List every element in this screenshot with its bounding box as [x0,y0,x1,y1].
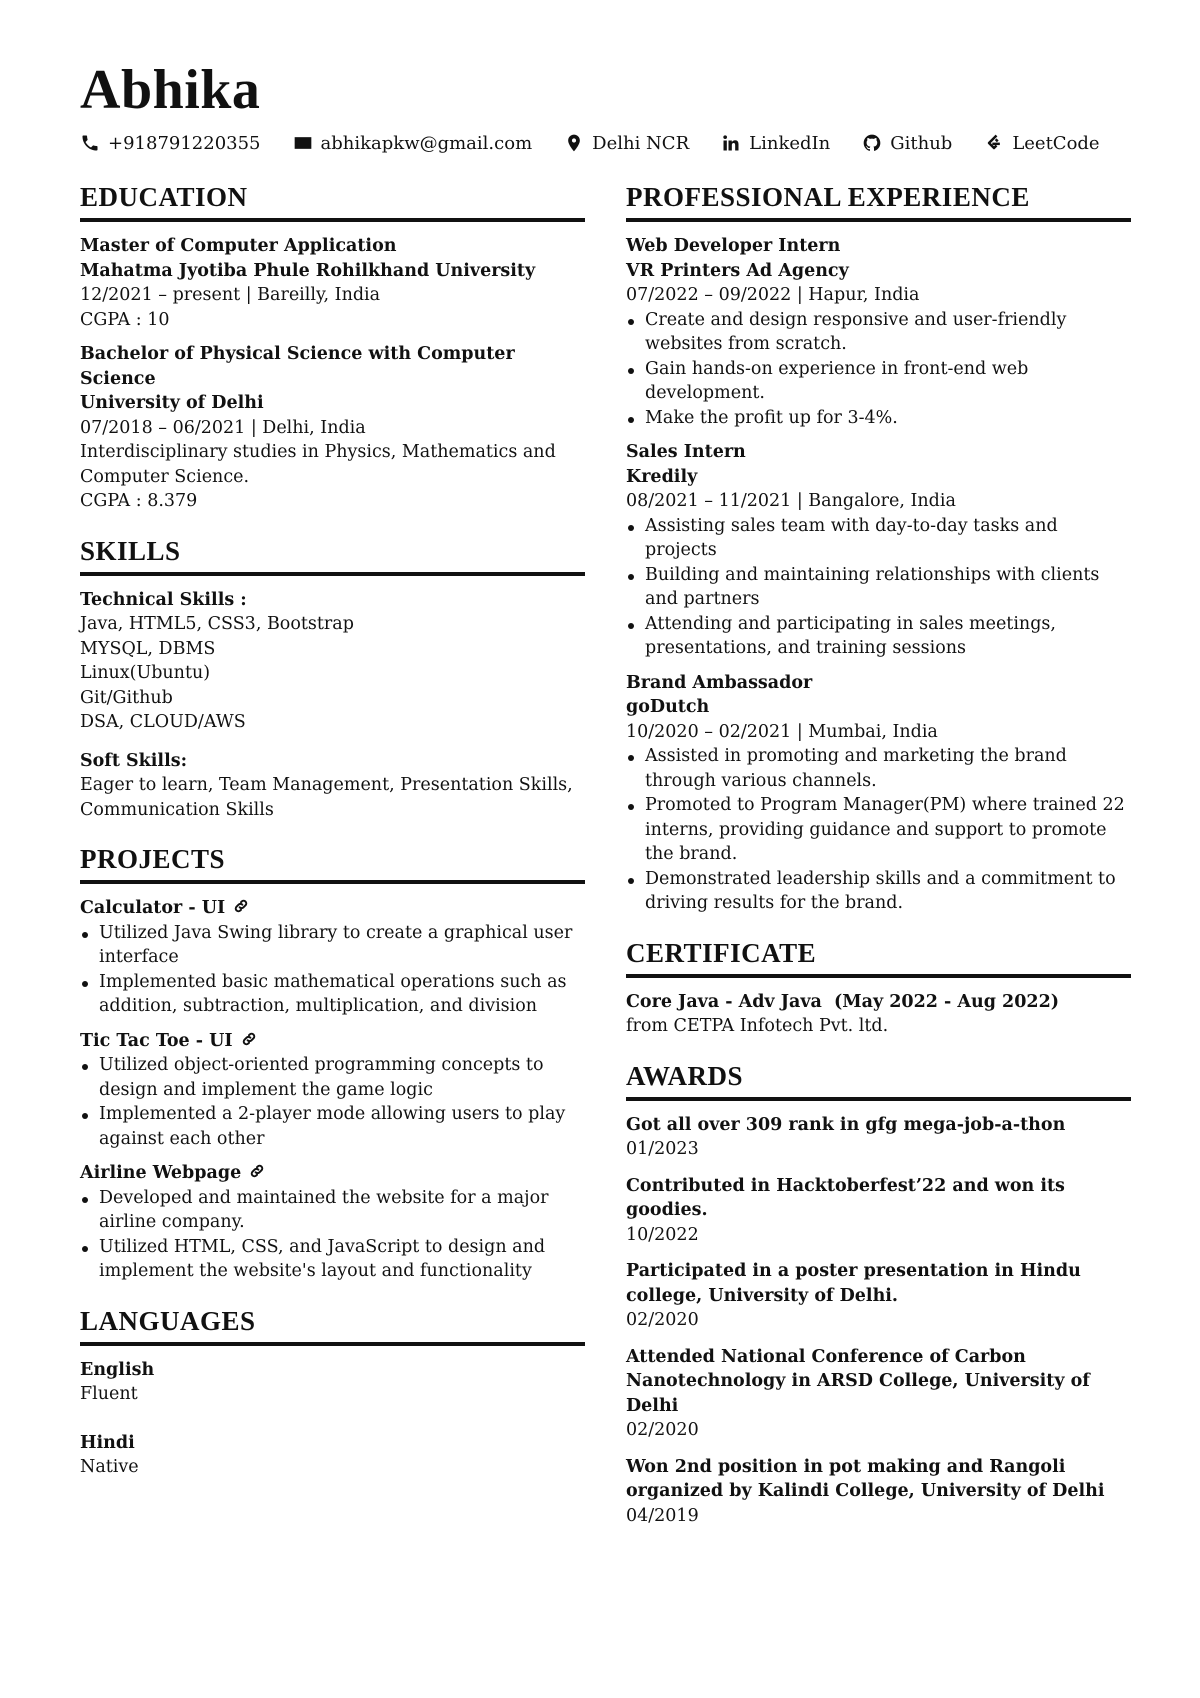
company: goDutch [626,697,710,717]
skill-line: MYSQL, DBMS [80,638,216,659]
degree: Master of Computer Application [80,236,397,256]
award-date: 10/2022 [626,1224,699,1245]
contact-github[interactable] [862,133,952,154]
list-item: Utilized HTML, CSS, and JavaScript to design and implement the website's layout and functionality [80,1235,585,1284]
experience-entry [626,234,1131,430]
list-item: Create and design responsive and user-friendly websites from scratch. [626,308,1131,357]
list-item: Utilized object-oriented programming concepts to design and implement the game logic [80,1053,585,1102]
role: Brand Ambassador [626,672,813,693]
company: VR Printers Ad Agency [626,260,849,281]
contact-location [564,133,689,154]
section-title: AWARDS [626,1059,1131,1101]
dates: 10/2020 – 02/2021 | Mumbai, India [626,721,938,742]
experience-entry [626,671,1131,916]
skill-line: Java, HTML5, CSS3, Bootstrap [80,614,354,634]
award-entry [626,1455,1131,1529]
skill-line: DSA, CLOUD/AWS [80,712,246,732]
detail: CGPA : 8.379 [80,491,198,511]
section-title: SKILLS [80,534,585,576]
list-item: Building and maintaining relationships with clients and partners [626,563,1131,612]
award-title: Won 2nd position in pot making and Rangoli organized by Kalindi College, University of Delhi [626,1456,1105,1501]
award-date: 02/2020 [626,1310,699,1330]
leetcode-text: LeetCode [1012,132,1100,154]
education-entry [80,342,585,514]
project-title[interactable] [80,896,585,921]
language-level: Fluent [80,1384,138,1404]
skill-line: Git/Github [80,687,173,708]
experience-section [626,180,1131,916]
phone-text: +918791220355 [108,132,261,154]
language-name: Hindi [80,1432,135,1453]
education-section [80,180,585,514]
language-entry [80,1431,585,1480]
languages-section [80,1304,585,1480]
contact-leetcode[interactable] [984,133,1099,154]
resume-page [80,58,1130,1526]
list-item: Assisting sales team with day-to-day tasks and projects [626,514,1131,563]
dates: 08/2021 – 11/2021 | Bangalore, India [626,491,956,511]
mail-icon [293,133,313,153]
award-title: Participated in a poster presentation in Hindu college, University of Delhi. [626,1261,1081,1306]
github-icon [862,133,882,153]
project-title[interactable] [80,1161,585,1186]
degree: Bachelor of Physical Science with Computer Science [80,344,515,389]
language-level: Native [80,1457,139,1477]
link-icon[interactable] [233,898,249,914]
soft-skills-label: Soft Skills: [80,750,188,771]
project-name: Calculator - UI [80,898,226,918]
list-item: Gain hands-on experience in front-end web development. [626,357,1131,406]
project-entry [80,1161,585,1284]
linkedin-text: LinkedIn [749,132,831,154]
award-title: Attended National Conference of Carbon Nanotechnology in ARSD College, University of Delhi [626,1346,1090,1416]
link-icon[interactable] [241,1031,257,1047]
company: Kredily [626,466,698,487]
dates: 07/2022 – 09/2022 | Hapur, India [626,285,920,305]
list-item: Utilized Java Swing library to create a graphical user interface [80,921,585,970]
education-entry [80,234,585,332]
list-item: Attending and participating in sales meetings, presentations, and training sessions [626,612,1131,661]
certificate-section [626,936,1131,1039]
contact-email[interactable] [293,133,533,154]
leetcode-icon [984,133,1004,153]
award-date: 01/2023 [626,1139,699,1159]
project-entry [80,1029,585,1152]
link-icon[interactable] [249,1163,265,1179]
contact-phone[interactable] [80,133,261,154]
award-title: Contributed in Hacktoberfest’22 and won its goodies. [626,1175,1065,1220]
section-title: PROFESSIONAL EXPERIENCE [626,180,1131,222]
section-title: CERTIFICATE [626,936,1131,978]
school: Mahatma Jyotiba Phule Rohilkhand University [80,260,536,281]
linkedin-icon [721,133,741,153]
contact-bar [80,128,1130,158]
experience-entry [626,440,1131,661]
role: Sales Intern [626,442,746,462]
right-column [626,180,1131,1548]
project-entry [80,896,585,1019]
section-title: PROJECTS [80,842,585,884]
list-item: Implemented a 2-player mode allowing users to play against each other [80,1102,585,1151]
location-text: Delhi NCR [592,132,690,154]
project-name: Airline Webpage [80,1163,242,1183]
technical-skills-label: Technical Skills : [80,589,247,610]
skills-section [80,534,585,823]
section-title: LANGUAGES [80,1304,585,1346]
project-title[interactable] [80,1029,585,1054]
award-title: Got all over 309 rank in gfg mega-job-a-thon [626,1114,1066,1135]
list-item: Developed and maintained the website for a major airline company. [80,1186,585,1235]
list-item: Make the profit up for 3-4%. [626,406,1131,431]
dates: 12/2021 – present | Bareilly, India [80,285,381,305]
project-name: Tic Tac Toe - UI [80,1030,233,1051]
language-name: English [80,1359,155,1380]
list-item: Implemented basic mathematical operations such as addition, subtraction, multiplication, and division [80,970,585,1019]
detail: CGPA : 10 [80,309,170,330]
phone-icon [80,133,100,153]
award-date: 04/2019 [626,1505,699,1526]
left-column [80,180,585,1500]
detail: Interdisciplinary studies in Physics, Mathematics and Computer Science. [80,442,556,487]
contact-linkedin[interactable] [721,133,830,154]
role: Web Developer Intern [626,236,841,256]
language-entry [80,1358,585,1407]
projects-section [80,842,585,1284]
location-pin-icon [564,133,584,153]
github-text: Github [890,132,953,154]
certificate-issuer: from CETPA Infotech Pvt. ltd. [626,1016,889,1036]
candidate-name: Abhika [80,59,261,121]
list-item: Assisted in promoting and marketing the brand through various channels. [626,744,1131,793]
school: University of Delhi [80,393,264,413]
certificate-name: Core Java - Adv Java (May 2022 - Aug 2022) [626,991,1060,1012]
award-entry [626,1174,1131,1248]
email-text: abhikapkw@gmail.com [320,132,533,154]
skill-line: Linux(Ubuntu) [80,663,211,683]
soft-skills-text: Eager to learn, Team Management, Presentation Skills, Communication Skills [80,775,573,820]
dates: 07/2018 – 06/2021 | Delhi, India [80,417,366,438]
award-entry [626,1259,1131,1333]
list-item: Demonstrated leadership skills and a commitment to driving results for the brand. [626,867,1131,916]
section-title: EDUCATION [80,180,585,222]
list-item: Promoted to Program Manager(PM) where trained 22 interns, providing guidance and support to promote the brand. [626,793,1131,867]
award-date: 02/2020 [626,1420,699,1440]
award-entry [626,1345,1131,1443]
award-entry [626,1113,1131,1162]
awards-section [626,1059,1131,1529]
